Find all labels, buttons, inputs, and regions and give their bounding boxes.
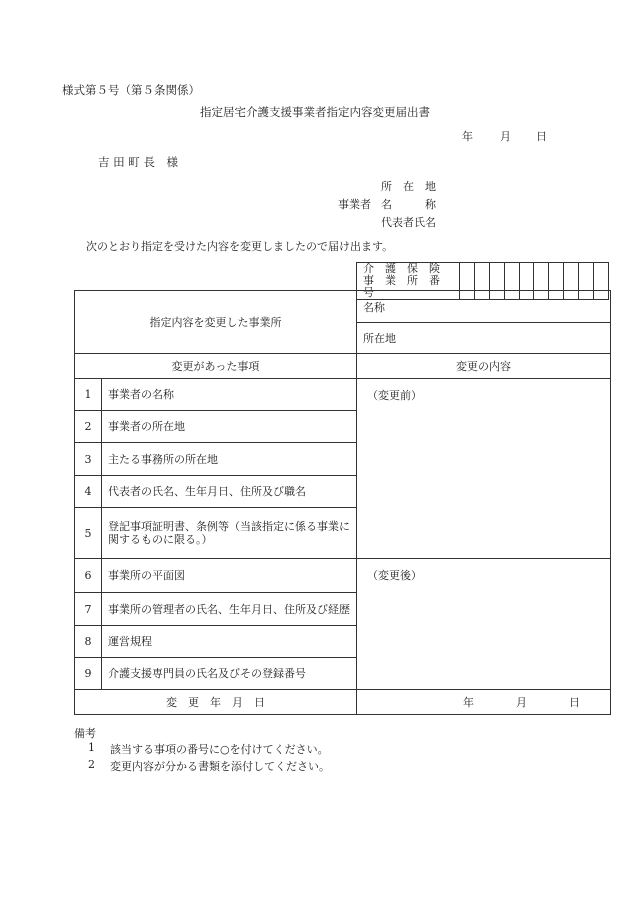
item-number: 4 — [75, 476, 102, 508]
date-month: 月 — [500, 130, 511, 143]
item-label: 代表者の氏名、生年月日、住所及び職名 — [102, 476, 357, 508]
change-date-year: 年 — [463, 696, 474, 709]
addressee: 吉 田 町 長 様 — [98, 155, 178, 169]
item-label: 事業所の平面図 — [102, 559, 357, 593]
insurance-number-box — [356, 262, 609, 299]
content-header: 変更の内容 — [357, 354, 611, 379]
intro-text: 次のとおり指定を受けた内容を変更しましたので届け出ます。 — [86, 240, 394, 253]
item-number: 5 — [75, 508, 102, 559]
applicant-name-label: 名 称 — [381, 198, 436, 211]
item-label: 主たる事務所の所在地 — [102, 443, 357, 476]
change-date-field[interactable] — [357, 690, 611, 715]
note-number: 2 — [88, 758, 95, 771]
item-number: 9 — [75, 658, 102, 690]
applicant-rep-label: 代表者氏名 — [381, 216, 436, 229]
applicant-address-label: 所 在 地 — [381, 180, 436, 193]
before-content-cell[interactable] — [357, 379, 611, 559]
office-name-field[interactable]: 名称 — [357, 291, 611, 323]
form-title: 指定居宅介護支援事業者指定内容変更届出書 — [200, 105, 430, 119]
note-text: 該当する事項の番号に○を付けてください。 — [110, 743, 329, 756]
change-date-label: 変 更 年 月 日 — [75, 690, 357, 715]
item-label: 事業者の所在地 — [102, 411, 357, 443]
item-number: 1 — [75, 379, 102, 411]
applicant-prefix: 事業者 — [338, 198, 371, 211]
item-number: 7 — [75, 593, 102, 626]
notes-heading: 備考 — [74, 727, 96, 740]
item-label: 事業者の名称 — [102, 379, 357, 411]
note-number: 1 — [88, 741, 95, 754]
item-number: 6 — [75, 559, 102, 593]
after-label: （変更後） — [367, 569, 422, 582]
item-label: 事業所の管理者の氏名、生年月日、住所及び経歴 — [102, 593, 357, 626]
note-text: 変更内容が分かる書類を添付してください。 — [110, 760, 330, 773]
item-label: 登記事項証明書、条例等（当該指定に係る事業に関するものに限る。） — [102, 508, 357, 559]
item-number: 2 — [75, 411, 102, 443]
items-header: 変更があった事項 — [75, 354, 357, 379]
date-year: 年 — [462, 130, 473, 143]
change-form-table — [74, 290, 611, 715]
before-label: （変更前） — [367, 389, 422, 402]
change-date-day: 日 — [569, 696, 580, 709]
office-section-label: 指定内容を変更した事業所 — [75, 291, 357, 354]
change-date-month: 月 — [516, 696, 527, 709]
form-number: 様式第５号（第５条関係） — [62, 83, 200, 97]
item-label: 介護支援専門員の氏名及びその登録番号 — [102, 658, 357, 690]
date-day: 日 — [536, 130, 547, 143]
office-address-field[interactable]: 所在地 — [357, 323, 611, 354]
item-number: 8 — [75, 626, 102, 658]
item-label: 運営規程 — [102, 626, 357, 658]
insurance-label-line1: 介 護 保 険 — [363, 262, 440, 275]
item-number: 3 — [75, 443, 102, 476]
after-content-cell[interactable] — [357, 559, 611, 690]
insurance-label-line2: 事 業 所 番 号 — [363, 274, 451, 299]
